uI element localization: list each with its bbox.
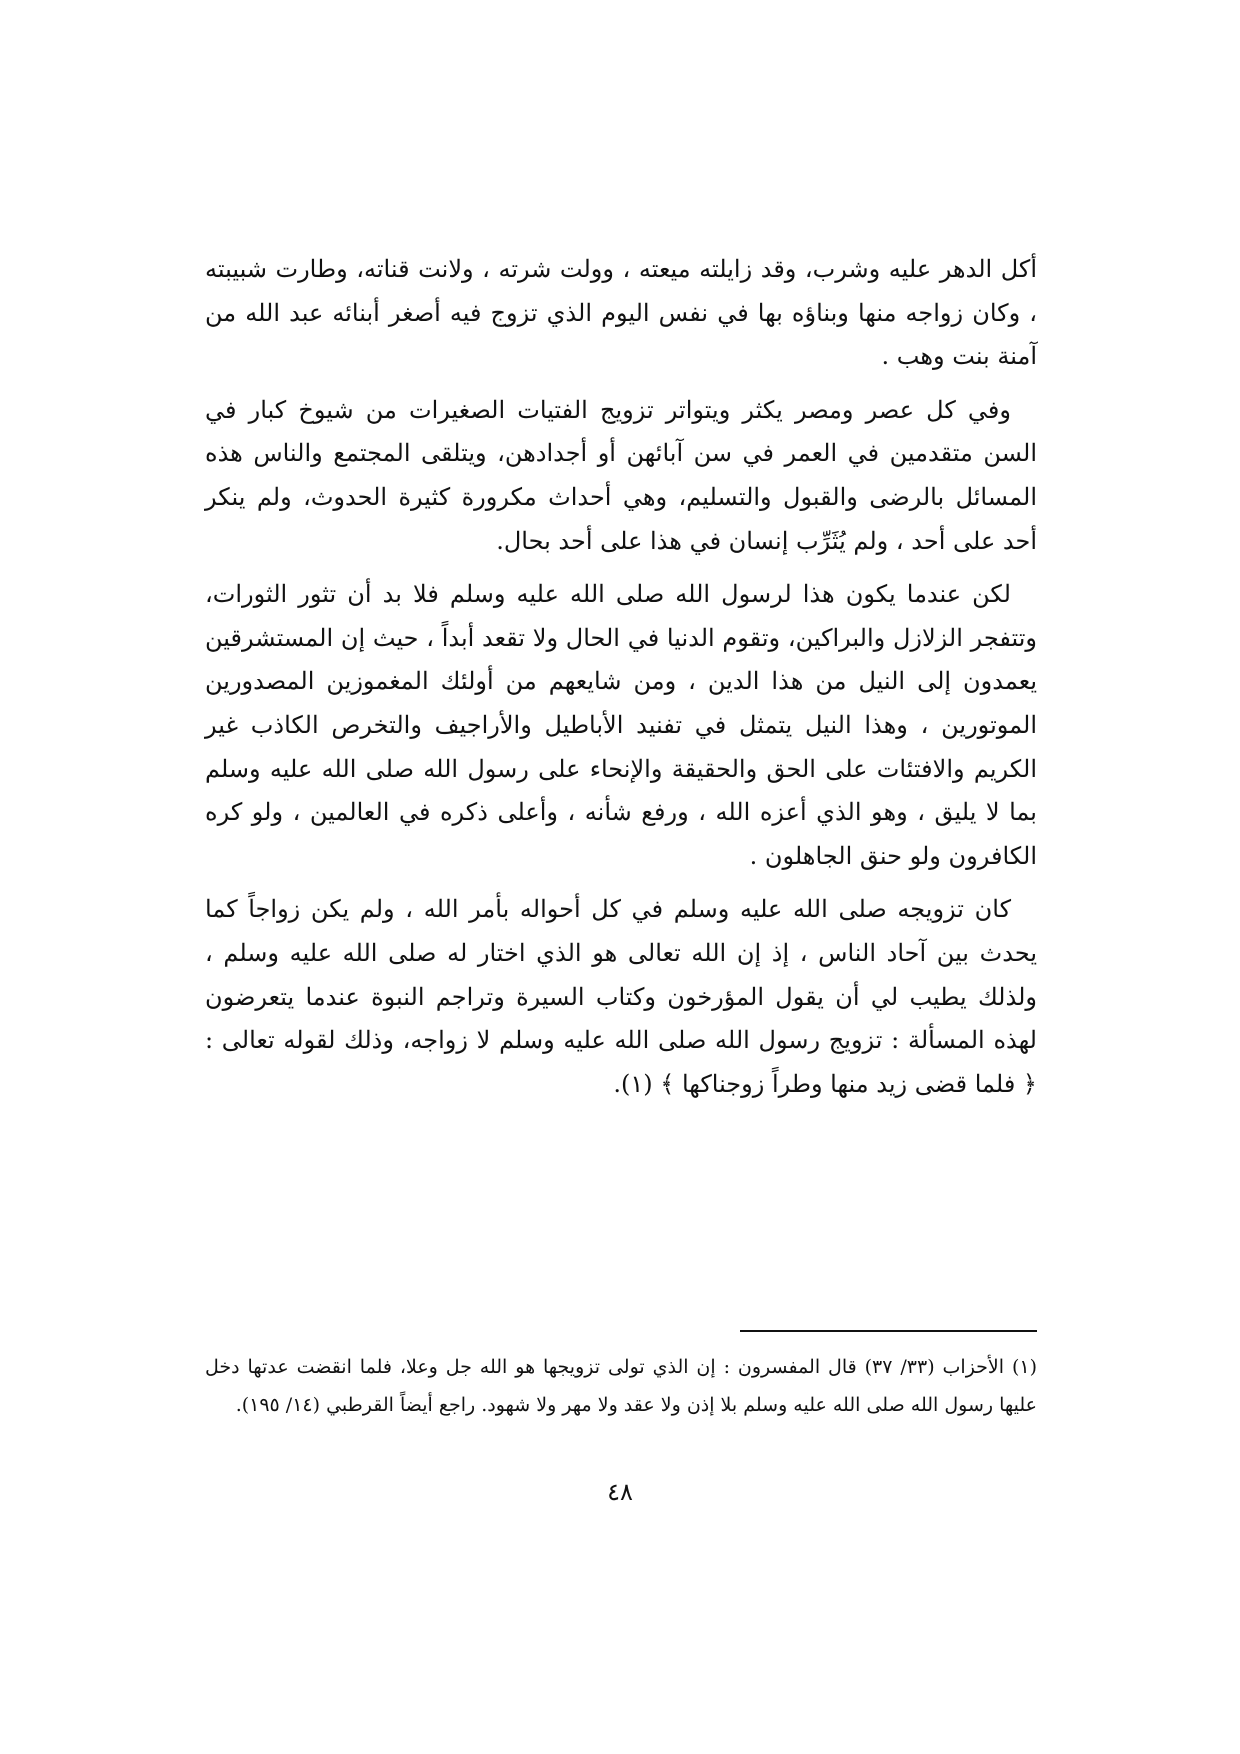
page-number: ٤٨: [607, 1478, 633, 1506]
paragraph-2: وفي كل عصر ومصر يكثر ويتواتر تزويج الفتيات الصغيرات من شيوخ كبار في السن متقدمين في العمر في سن آبائهن أو أجدادهن، ويتلقى المجتمع والناس هذه المسائل بالرضى والقبول والتسليم، وهي أحداث مكرورة كثيرة الحدوث، ولم ينكر أحد على أحد ، ولم يُثَرِّب إنسان في هذا على أحد بحال.: [205, 395, 1037, 555]
footnote-divider: [740, 1330, 1037, 1332]
paragraph-4: كان تزويجه صلى الله عليه وسلم في كل أحواله بأمر الله ، ولم يكن زواجاً كما يحدث بين آحاد الناس ، إذ إن الله تعالى هو الذي اختار له صلى الله عليه وسلم ، ولذلك يطيب لي أن يقول المؤرخون وكتاب السيرة وتراجم النبوة عندما يتعرضون لهذه المسألة : تزويج رسول الله صلى الله عليه وسلم لا زواجه، وذلك لقوله تعالى : ﴿ فلما قضى زيد منها وطراً زوجناكها ﴾ (١).: [205, 895, 1037, 1098]
main-text: [205, 248, 1037, 1116]
paragraph-1: أكل الدهر عليه وشرب، وقد زايلته ميعته ، وولت شرته ، ولانت قناته، وطارت شبيبته ، وكان زواجه منها وبناؤه بها في نفس اليوم الذي تزوج فيه أصغر أبنائه عبد الله من آمنة بنت وهب .: [205, 255, 1037, 371]
footnote: (١) الأحزاب (٣٣/ ٣٧) قال المفسرون : إن الذي تولى تزويجها هو الله جل وعلا، فلما انقضت عدتها دخل عليها رسول الله صلى الله عليه وسلم بلا إذن ولا عقد ولا مهر ولا شهود. راجع أيضاً القرطبي (١٤/ ١٩٥).: [205, 1356, 1038, 1416]
paragraph-3: لكن عندما يكون هذا لرسول الله صلى الله عليه وسلم فلا بد أن تثور الثورات، وتتفجر الزلازل والبراكين، وتقوم الدنيا في الحال ولا تقعد أبداً ، حيث إن المستشرقين يعمدون إلى النيل من هذا الدين ، ومن شايعهم من أولئك المغموزين المصدورين الموتورين ، وهذا النيل يتمثل في تفنيد الأباطيل والأراجيف والتخرص الكاذب غير الكريم والافتئات على الحق والحقيقة والإنحاء على رسول الله صلى الله عليه وسلم بما لا يليق ، وهو الذي أعزه الله ، ورفع شأنه ، وأعلى ذكره في العالمين ، ولو كره الكافرون ولو حنق الجاهلون .: [205, 580, 1037, 870]
